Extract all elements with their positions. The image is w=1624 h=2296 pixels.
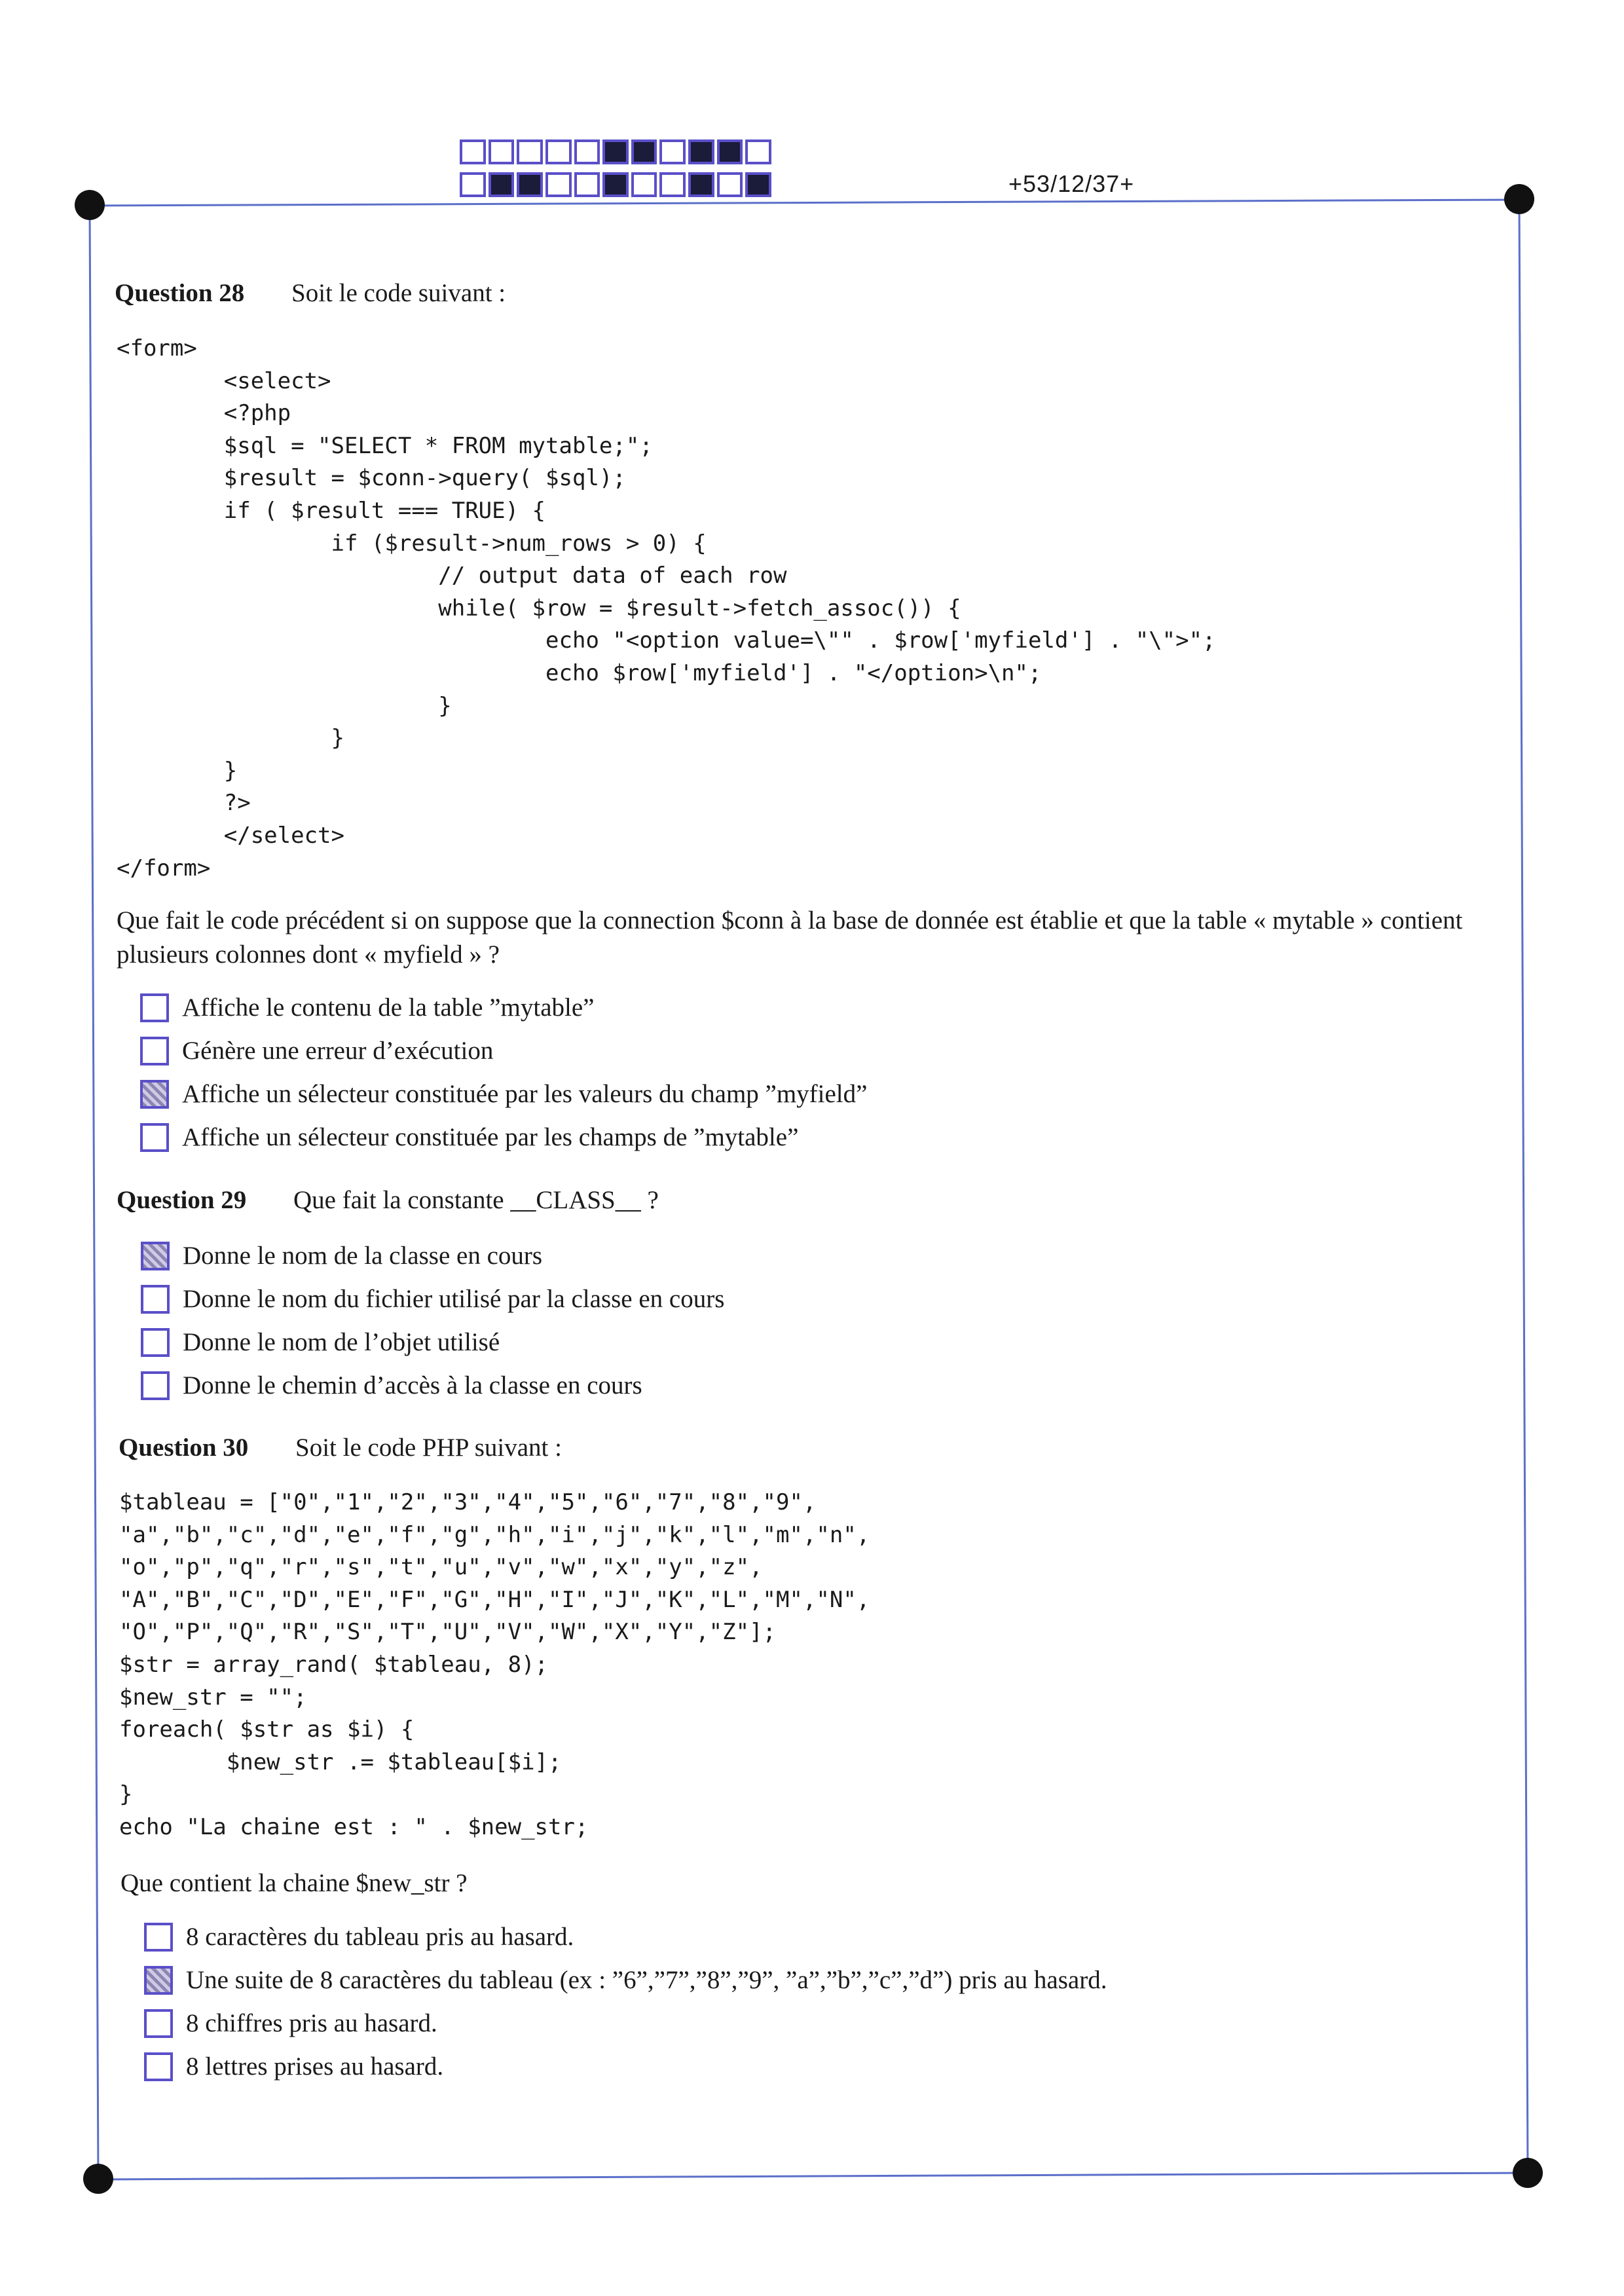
choice-label: Donne le nom du fichier utilisé par la classe en cours <box>183 1285 725 1313</box>
choice-q28-4[interactable] <box>140 1122 798 1152</box>
question-30-header <box>119 1433 562 1462</box>
choice-q29-3[interactable] <box>141 1327 500 1357</box>
question-number: Question 29 <box>117 1186 247 1214</box>
choice-q29-1[interactable] <box>141 1241 542 1270</box>
choice-q28-3[interactable] <box>140 1079 867 1109</box>
choice-label: 8 caractères du tableau pris au hasard. <box>186 1923 574 1951</box>
checkbox[interactable] <box>144 1923 173 1952</box>
id-cell <box>517 172 543 197</box>
checkbox[interactable] <box>144 2052 173 2081</box>
choice-label: Affiche un sélecteur constituée par les valeurs du champ ”myfield” <box>182 1080 868 1108</box>
choice-label: Affiche le contenu de la table ”mytable” <box>182 993 595 1022</box>
checkbox[interactable] <box>140 993 169 1022</box>
choice-label: 8 chiffres pris au hasard. <box>186 2009 437 2037</box>
id-boxes-row-1 <box>460 139 771 164</box>
question-29-header <box>117 1185 659 1215</box>
code-block-q30: $tableau = ["0","1","2","3","4","5","6","7","8","9", "a","b","c","d","e","f","g","h","i","j","k","l","m","n", "o","p","q","r","s","t","u","v","w","x","y","z", "A","B","C","D","E","F","G","H","I","J","K","L","M","N", "O","P","Q","R","S","T","U","V","W","X","Y","Z"]; $str = array_rand( $tableau, 8); $new_str = ""; foreach( $str as $i) { $new_str .= $tableau[$i]; } echo "La chaine est : " . $new_str; <box>119 1489 870 1840</box>
choice-label: Affiche un sélecteur constituée par les champs de ”mytable” <box>182 1123 799 1151</box>
id-cell <box>602 139 629 164</box>
id-cell <box>460 172 486 197</box>
checkbox[interactable] <box>140 1037 169 1065</box>
checkbox[interactable] <box>140 1123 169 1152</box>
id-cell <box>517 139 543 164</box>
question-30-text: Que contient la chaine $new_str ? <box>120 1869 468 1897</box>
id-cell <box>659 172 686 197</box>
checkbox[interactable] <box>141 1328 170 1357</box>
corner-mark-top-right <box>1504 184 1534 214</box>
id-cell <box>545 139 572 164</box>
corner-mark-top-left <box>75 190 105 220</box>
id-cell <box>659 139 686 164</box>
choice-label: Une suite de 8 caractères du tableau (ex : ”6”,”7”,”8”,”9”, ”a”,”b”,”c”,”d”) pris au hasard. <box>186 1966 1107 1994</box>
corner-mark-bottom-right <box>1513 2158 1543 2188</box>
checkbox[interactable] <box>144 1966 173 1995</box>
id-cell <box>717 139 743 164</box>
id-cell <box>574 139 600 164</box>
checkbox[interactable] <box>140 1080 169 1109</box>
question-28-text: Que fait le code précédent si on suppose que la connection $conn à la base de donnée est établie et que la table « mytable » contient plusieurs colonnes dont « myfield » ? <box>117 906 1463 969</box>
code-block-q28: <form> <select> <?php $sql = "SELECT * FROM mytable;"; $result = $conn->query( $sql); if ( $result === TRUE) { if ($result->num_rows > 0) { // output data of each row while( $row = $result->fetch_assoc()) { echo "<option value=\"" . $row['myfield'] . "\">"; echo $row['myfield'] . "</option>\n"; } } } ?> </select> </form> <box>117 335 1216 881</box>
question-number: Question 30 <box>119 1434 249 1462</box>
checkbox[interactable] <box>144 2009 173 2038</box>
choice-q30-3[interactable] <box>144 2009 437 2038</box>
question-intro: Soit le code suivant : <box>291 279 506 307</box>
id-cell <box>631 172 657 197</box>
id-cell <box>489 139 515 164</box>
id-cell <box>489 172 515 197</box>
id-boxes-row-2 <box>460 172 771 197</box>
choice-label: Donne le nom de l’objet utilisé <box>183 1328 500 1356</box>
question-intro: Soit le code PHP suivant : <box>295 1434 562 1462</box>
id-cell <box>745 139 771 164</box>
id-cell <box>631 139 657 164</box>
id-cell <box>688 172 714 197</box>
choice-q30-4[interactable] <box>144 2052 443 2081</box>
id-cell <box>688 139 714 164</box>
choice-label: Donne le nom de la classe en cours <box>183 1242 543 1270</box>
question-number: Question 28 <box>115 279 245 307</box>
choice-label: Génère une erreur d’exécution <box>182 1037 494 1065</box>
id-cell <box>545 172 572 197</box>
choice-label: 8 lettres prises au hasard. <box>186 2052 444 2081</box>
id-cell <box>717 172 743 197</box>
choice-label: Donne le chemin d’accès à la classe en cours <box>183 1371 642 1399</box>
question-28-header <box>115 278 506 308</box>
id-cell <box>602 172 629 197</box>
checkbox[interactable] <box>141 1285 170 1314</box>
choice-q30-2[interactable] <box>144 1965 1107 1995</box>
id-cell <box>745 172 771 197</box>
choice-q30-1[interactable] <box>144 1922 574 1952</box>
choice-q29-2[interactable] <box>141 1284 724 1314</box>
choice-q29-4[interactable] <box>141 1371 642 1400</box>
checkbox[interactable] <box>141 1371 170 1400</box>
choice-q28-2[interactable] <box>140 1036 493 1065</box>
page-id: +53/12/37+ <box>1008 170 1135 197</box>
choice-q28-1[interactable] <box>140 993 594 1022</box>
id-cell <box>460 139 486 164</box>
corner-mark-bottom-left <box>83 2164 113 2194</box>
checkbox[interactable] <box>141 1242 170 1270</box>
id-cell <box>574 172 600 197</box>
question-intro: Que fait la constante __CLASS__ ? <box>293 1186 659 1214</box>
